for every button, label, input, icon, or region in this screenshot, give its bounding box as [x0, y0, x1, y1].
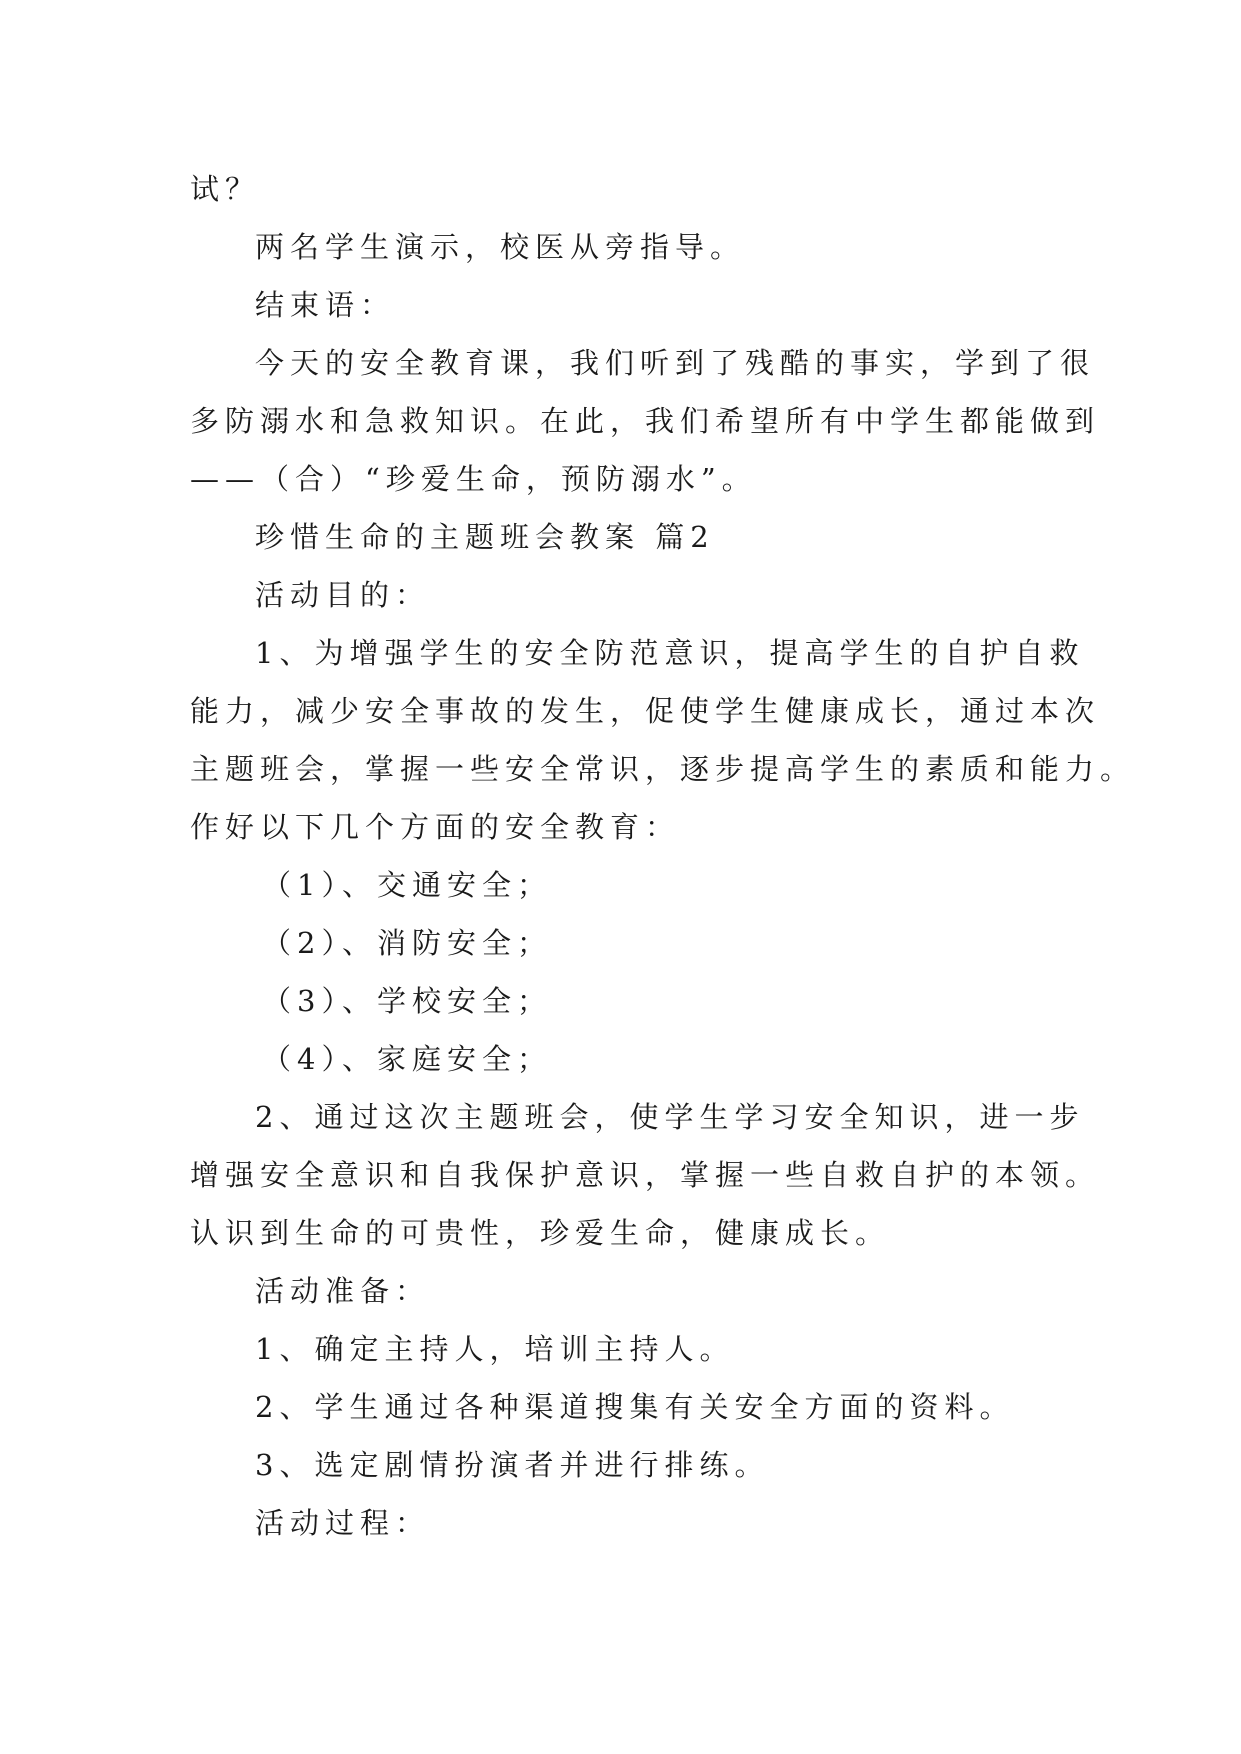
text-line: 2、通过这次主题班会，使学生学习安全知识，进一步 [255, 1100, 1085, 1134]
text-line: 多防溺水和急救知识。在此，我们希望所有中学生都能做到 [190, 404, 1101, 438]
text-line: 活动目的： [255, 578, 431, 612]
text-line: 活动准备： [255, 1274, 431, 1308]
text-line: 今天的安全教育课，我们听到了残酷的事实，学到了很 [255, 346, 1096, 380]
text-line: 两名学生演示，校医从旁指导。 [255, 230, 746, 264]
text-line: 1、为增强学生的安全防范意识，提高学生的自护自救 [255, 636, 1085, 670]
text-line: 试？ [190, 172, 261, 206]
text-line: 作好以下几个方面的安全教育： [190, 810, 681, 844]
list-item: 2、学生通过各种渠道搜集有关安全方面的资料。 [255, 1390, 1015, 1424]
list-item: （4）、家庭安全； [262, 1042, 552, 1076]
text-line: ——（合）“珍爱生命，预防溺水”。 [190, 462, 757, 496]
list-item: （2）、消防安全； [262, 926, 552, 960]
text-line: 认识到生命的可贵性，珍爱生命，健康成长。 [190, 1216, 891, 1250]
list-item: 1、确定主持人，培训主持人。 [255, 1332, 735, 1366]
list-item: （3）、学校安全； [262, 984, 552, 1018]
section-heading: 珍惜生命的主题班会教案 篇2 [255, 520, 715, 554]
document-body [190, 160, 1136, 1552]
text-line: 结束语： [255, 288, 396, 322]
text-line: 增强安全意识和自我保护意识，掌握一些自救自护的本领。 [190, 1158, 1101, 1192]
list-item: （1）、交通安全； [262, 868, 552, 902]
text-line: 主题班会，掌握一些安全常识，逐步提高学生的素质和能力。 [190, 752, 1136, 786]
text-line: 能力，减少安全事故的发生，促使学生健康成长，通过本次 [190, 694, 1101, 728]
text-line: 活动过程： [255, 1506, 431, 1540]
list-item: 3、选定剧情扮演者并进行排练。 [255, 1448, 770, 1482]
